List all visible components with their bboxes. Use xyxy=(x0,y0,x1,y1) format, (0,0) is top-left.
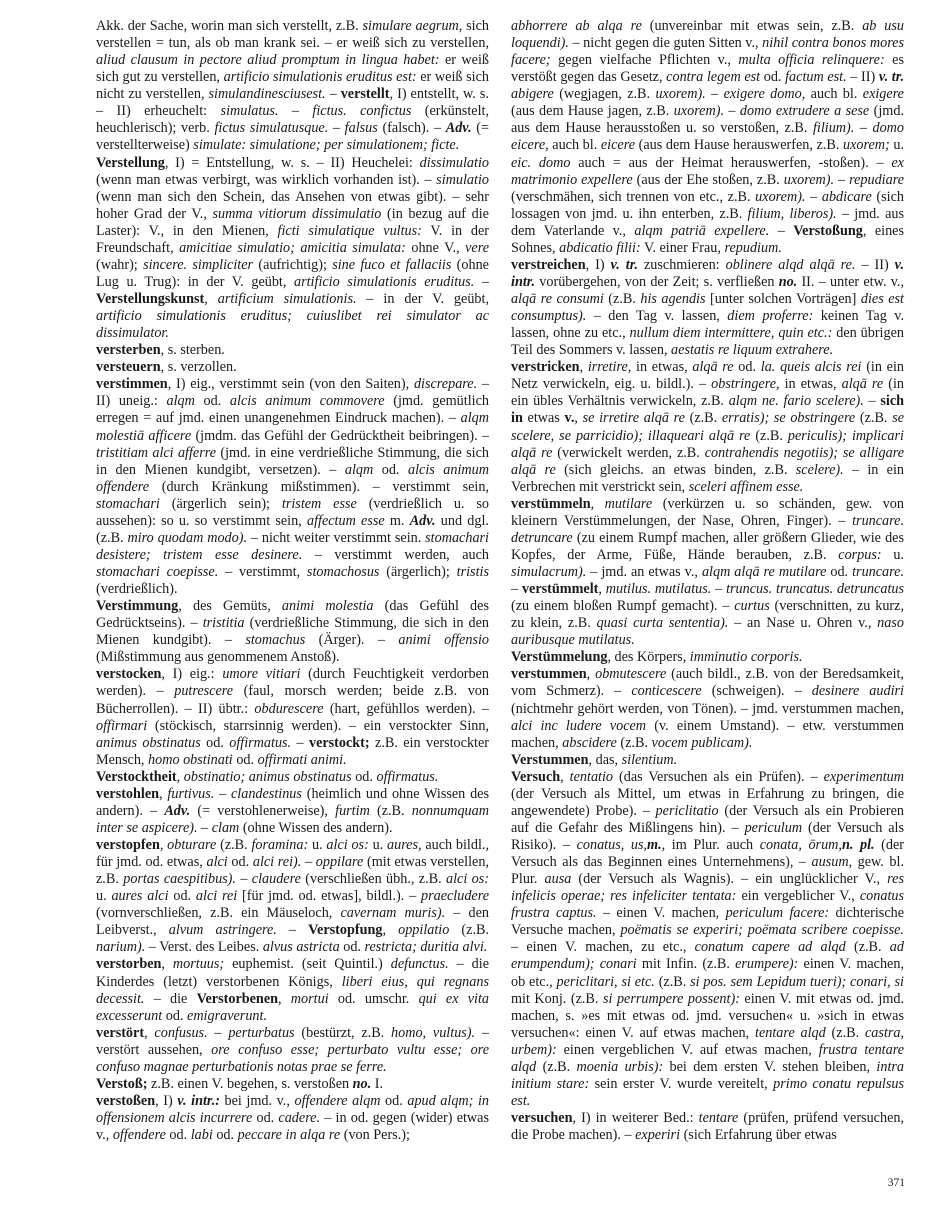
page-number: 371 xyxy=(887,1177,905,1189)
dictionary-entry: verstocken, I) eig.: umore vitiari (durch Feuchtigkeit verdorben werden). – putrescere (faul, morsch werden; beide z.B. von Bücherrollen). – II) übtr.: obdurescere (hart, gefühllos werden). – offirmari (stöckisch, starrsinnig werden). – ein verstockter Sinn, animus obstinatus od. offirmatus. – verstockt; z.B. ein verstockter Mensch, homo obstinati od. offirmati animi. xyxy=(96,666,490,768)
dictionary-entry: Versuch, tentatio (das Versuchen als ein Prüfen). – experimentum (der Versuch als Mittel, um etwas in Erfahrung zu bringen, die angewendete) Probe). – periclitatio (der Versuch als ein Probieren auf die Gefahr des Mißlingens hin). – periculum (der Versuch als Risiko). – conatus, us,m., im Plur. auch conata, ōrum,n. pl. (der Versuch als das Beginnen eines Unternehmens), – ausum, gew. bl. Plur. ausa (der Versuch als Wagnis). – ein unglücklicher V., res infelicis operae; res infeliciter tentata: ein vergeblicher V., conatus frustra captus. – einen V. machen, periculum facere: dichterische Versuche machen, poëmatis se experiri; poëmata scribere coepisse. – einen V. machen, zu etc., conatum capere ad alqd (z.B. ad erumpendum); conari mit Infin. (z.B. erumpere): einen V. machen, ob etc., periclitari, si etc. (z.B. si pos. sem Lepidum tueri); conari, si mit Konj. (z.B. si perrumpere possent): einen V. mit etwas od. jmd. machen, s. »es mit etwas od. jmd. versuchen« u. »sich in etwas versuchen«: einen V. auf etwas machen, tentare alqd (z.B. castra, urbem): einen vergeblichen V. auf etwas machen, frustra tentare alqd (z.B. moenia urbis): bei dem ersten V. stehen bleiben, intra initium stare: sein erster V. wurde vereitelt, primo conatu repulsus est. xyxy=(511,768,905,1109)
dictionary-entry: verstopfen, obturare (z.B. foramina: u. alci os: u. aures, auch bildl., für jmd. od. etwas, alci od. alci rei). – oppilare (mit etwas verstellen, z.B. portas caespitibus). – claudere (verschließen übh., z.B. alci os: u. aures alci od. alci rei [für jmd. od. etwas], bildl.). – praecludere (vornverschließen, z.B. ein Mäuseloch, cavernam muris). – den Leibverst., alvum astringere. – Verstopfung, oppilatio (z.B. narium). – Verst. des Leibes. alvus astricta od. restricta; duritia alvi. xyxy=(96,837,490,956)
dictionary-entry: Verstümmelung, des Körpers, imminutio corporis. xyxy=(511,649,803,666)
dictionary-entry: verstreichen, I) v. tr. zuschmieren: oblinere alqd alqā re. – II) v. intr. vorübergehen, von der Zeit; s. verfließen no. II. – unter etw. v., alqā re consumi (z.B. his agendis [unter solchen Vorträgen] dies est consumptus). – den Tag v. lassen, diem proferre: keinen Tag v. lassen, ohne zu etc., nullum diem intermittere, quin etc.: den übrigen Teil des Sommers v. lassen, aestatis re liquum extrahere. xyxy=(511,256,904,359)
dictionary-entry: verstimmen, I) eig., verstimmt sein (von den Saiten), discrepare. – II) uneig.: alqm od. alcis animum commovere (jmd. gemütlich erregen = auf jmd. einen unangenehmen Eindruck machen). – alqm molestiā afficere (jmdm. das Gefühl der Gedrücktheit beibringen). – tristitiam alci afferre (jmd. in eine verdrießliche Stimmung, die sich in den Mienen kundgibt, versetzen). – alqm od. alcis animum offendere (durch Kränkung mißstimmen). – verstimmt sein, stomachari (ärgerlich sein); tristem esse (verdrießlich u. so aussehen): so u. so verstimmt sein, affectum esse m. Adv. und dgl. (z.B. miro quodam modo). – nicht weiter verstimmt sein. stomachari desistere; tristem esse desinere. – verstimmt werden, auch stomachari coepisse. – verstimmt, stomachosus (ärgerlich); tristis (verdrießlich). xyxy=(96,376,490,598)
dictionary-entry: verstummen, obmutescere (auch bildl., z.B. von der Beredsamkeit, vom Schmerz). – conticescere (schweigen). – desinere audiri (nichtmehr gehört werden, von Tönen). – jmd. verstummen machen, alci inc ludere vocem (v. einem Umstand). – etw. verstummen machen, abscidere (z.B. vocem publicam). xyxy=(511,666,904,751)
dictionary-entry: Verstocktheit, obstinatio; animus obstinatus od. offirmatus. xyxy=(96,768,439,785)
dictionary-entry: abhorrere ab alqa re (unvereinbar mit etwas sein, z.B. ab usu loquendi). – nicht gegen die guten Sitten v., nihil contra bonos mores facere; gegen vielfache Pflichten v., multa officia relinquere: es verstößt gegen das Gesetz, contra legem est od. factum est. – II) v. tr. abigere (wegjagen, z.B. uxorem). – exigere domo, auch bl. exigere (aus dem Hause jagen, z.B. uxorem). – domo extrudere a sese (jmd. aus dem Hause herausstoßen u. so verstoßen, z.B. filium). – domo eicere, auch bl. eicere (aus dem Hause herauswerfen, z.B. uxorem; u. eic. domo auch = aus der Heimat herauswerfen, -stoßen). – ex matrimonio expellere (aus der Ehe stoßen, z.B. uxorem). – repudiare (verschmähen, sich trennen von etc., z.B. uxorem). – abdicare (sich lossagen von jmd. u. ihn enterben, z.B. filium, liberos). – jmd. aus dem Vaterlande v., alqm patriā expellere. – Verstoßung, eines Sohnes, abdicatio filii: V. einer Frau, repudium. xyxy=(511,18,905,256)
dictionary-entry: versuchen, I) in weiterer Bed.: tentare (prüfen, prüfend versuchen, die Probe machen). – experiri (sich Erfahrung über etwas xyxy=(511,1110,905,1144)
dictionary-entry: verstricken, irretire, in etwas, alqā re od. la. queis alcis rei (in ein Netz verwickeln, eig. u. bildl.). – obstringere, in etwas, alqā re (in ein übles Verhältnis verwickeln, z.B. alqm ne. fario scelere). – sich in etwas v., se irretire alqā re (z.B. erratis); se obstringere (z.B. se scelere, se parricidio); illaqueari alqā re (z.B. periculis); implicari alqā re (verwickelt werden, z.B. contrahendis negotiis); se alligare alqā re (sich gleichs. an etwas binden, z.B. scelere). – in ein Verbrechen mit verstrickt sein, sceleri affinem esse. xyxy=(511,359,905,495)
dictionary-entry: Verstummen, das, silentium. xyxy=(511,751,678,768)
dictionary-entry: verstohlen, furtivus. – clandestinus (heimlich und ohne Wissen des andern). – Adv. (= verstohlenerweise), furtim (z.B. nonnumquam inter se aspicere). – clam (ohne Wissen des andern). xyxy=(96,785,489,836)
dictionary-entry: Akk. der Sache, worin man sich verstellt, z.B. simulare aegrum, sich verstellen = tun, als ob man krank sei. – er weiß sich zu verstellen, aliud clausum in pectore aliud promptum in lingua habet: er weiß sich gut zu verstellen, artificio simulationis eruditus est: er weiß sich nicht zu verstellen, simulandinesciusest. – verstellt, I) entstellt, w. s. – II) erheuchelt: simulatus. – fictus. confictus (erkünstelt, heuchlerisch); verb. fictus simulatusque. – falsus (falsch). – Adv. (= verstellterweise) simulate: simulatione; per simulationem; ficte. xyxy=(96,18,490,154)
dictionary-entry: verstoßen, I) v. intr.: bei jmd. v., offendere alqm od. apud alqm; in offensionem alcis incurrere od. cadere. – in od. gegen (wider) etwas v., offendere od. labi od. peccare in alqa re (von Pers.); xyxy=(96,1092,490,1144)
dictionary-entry: versterben, s. sterben. xyxy=(96,342,225,359)
dictionary-entry: verstorben, mortuus; euphemist. (seit Quintil.) defunctus. – die Kinderdes (letzt) verstorbenen Königs, liberi eius, qui regnans decessit. – die Verstorbenen, mortui od. umschr. qui ex vita excesserunt od. emigraverunt. xyxy=(96,956,490,1024)
dictionary-entry: versteuern, s. verzollen. xyxy=(96,359,237,376)
dictionary-entry: Verstellung, I) = Entstellung, w. s. – II) Heuchelei: dissimulatio (wenn man etwas verbirgt, was wirklich vorhanden ist). – simulatio (wenn man sich den Schein, das Ansehen von etwas gibt). – sehr hoher Grad der V., summa vitiorum dissimulatio (in bezug auf die Laster): V., in den Mienen, ficti simulatique vultus: V. in der Freundschaft, amicitiae simulatio; amicitia simulata: ohne V., vere (wahr); sincere. simpliciter (aufrichtig); sine fuco et fallaciis (ohne Lug u. Trug): in der V. geübt, artificio simulationis eruditus. – Verstellungskunst, artificium simulationis. – in der V. geübt, artificio simulationis eruditus; cuiuslibet rei simulator ac dissimulator. xyxy=(96,154,490,342)
right-column xyxy=(511,18,904,1144)
dictionary-entry: Verstoß; z.B. einen V. begehen, s. verstoßen no. I. xyxy=(96,1075,384,1092)
dictionary-entry: Verstimmung, des Gemüts, animi molestia (das Gefühl des Gedrücktseins). – tristitia (verdrießliche Stimmung, die sich in den Mienen kundgibt). – stomachus (Ärger). – animi offensio (Mißstimmung aus genommenem Anstoß). xyxy=(96,598,489,666)
dictionary-entry: verstört, confusus. – perturbatus (bestürzt, z.B. homo, vultus). – verstört aussehen, ore confuso esse; perturbato vultu esse; ore confuso magnae perturbationis notas prae se ferre. xyxy=(96,1024,489,1075)
dictionary-entry: verstümmeln, mutilare (verkürzen u. so schänden, gew. von kleinern Verstümmelungen, der Nase, Ohren, Finger). – truncare. detruncare (zu einem Rumpf machen, aller größern Glieder, wie des Kopfes, der Arme, Füße, Hände berauben, z.B. corpus: u. simulacrum). – jmd. an etwas v., alqm alqā re mutilare od. truncare. – verstümmelt, mutilus. mutilatus. – truncus. truncatus. detruncatus (zu einem bloßen Rumpf gemacht). – curtus (verschnitten, zu kurz, zu klein, z.B. quasi curta sententia). – an Nase u. Ohren v., naso auribusque mutilatus. xyxy=(511,495,905,649)
left-column xyxy=(96,18,489,1144)
